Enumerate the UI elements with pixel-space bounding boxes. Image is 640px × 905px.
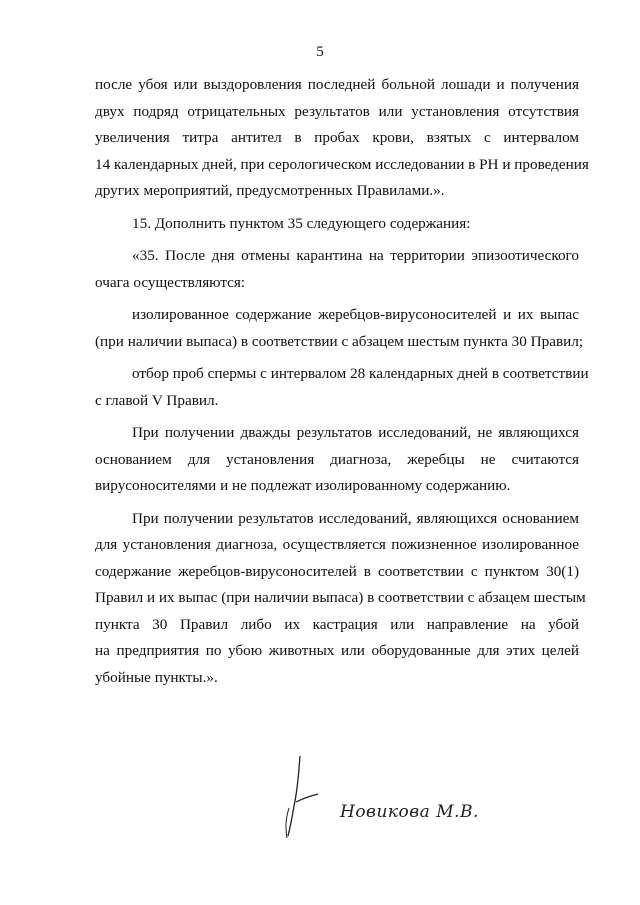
signature-block	[270, 748, 490, 848]
text-line: отбор проб спермы с интервалом 28 календарных дней в соответствии	[132, 365, 589, 382]
text-line: Правил и их выпас (при наличии выпаса) в соответствии с абзацем шестым	[95, 589, 586, 606]
text-line: При получении дважды результатов исследований, не являющихся	[132, 424, 579, 441]
text-line: очага осуществляются:	[95, 273, 246, 291]
text-line: (при наличии выпаса) в соответствии с абзацем шестым пункта 30 Правил;	[95, 332, 584, 350]
text-line: вирусоносителями и не подлежат изолированному содержанию.	[95, 477, 511, 494]
paragraph	[95, 211, 579, 238]
text-line: на предприятия по убою животных или оборудованные для этих целей	[95, 642, 579, 659]
text-line: убойные пункты.».	[95, 668, 218, 686]
text-line: пункта 30 Правил либо их кастрация или направление на убой	[95, 615, 579, 633]
paragraph	[95, 302, 584, 355]
text-line: для установления диагноза, осуществляется пожизненное изолированное	[95, 536, 579, 553]
paragraph	[95, 506, 586, 692]
text-line: «35. После дня отмены карантина на территории эпизоотического	[132, 247, 579, 264]
signature-name: Новикова М.В.	[340, 802, 479, 822]
text-line: после убоя или выздоровления последней больной лошади и получения	[95, 76, 579, 93]
paragraph	[95, 243, 579, 296]
text-line: с главой V Правил.	[95, 391, 219, 409]
text-line: изолированное содержание жеребцов-вирусоносителей и их выпас	[132, 306, 579, 323]
text-line: основанием для установления диагноза, жеребцы не считаются	[95, 450, 579, 468]
text-line: содержание жеребцов-вирусоносителей в соответствии с пунктом 30(1)	[95, 562, 579, 580]
paragraph	[95, 420, 579, 500]
text-line: При получении результатов исследований, являющихся основанием	[132, 509, 579, 527]
handwritten-signature-mark	[270, 748, 350, 848]
text-line: двух подряд отрицательных результатов или установления отсутствия	[95, 102, 579, 120]
text-line: 15. Дополнить пунктом 35 следующего содержания:	[132, 214, 471, 232]
paragraph	[95, 361, 589, 414]
page-number: 5	[316, 44, 324, 60]
text-line: увеличения титра антител в пробах крови, взятых с интервалом	[95, 129, 579, 146]
paragraph	[95, 72, 589, 205]
document-body	[95, 72, 589, 697]
text-line: 14 календарных дней, при серологическом исследовании в РН и проведения	[95, 155, 589, 173]
text-line: других мероприятий, предусмотренных Правилами.».	[95, 182, 445, 199]
